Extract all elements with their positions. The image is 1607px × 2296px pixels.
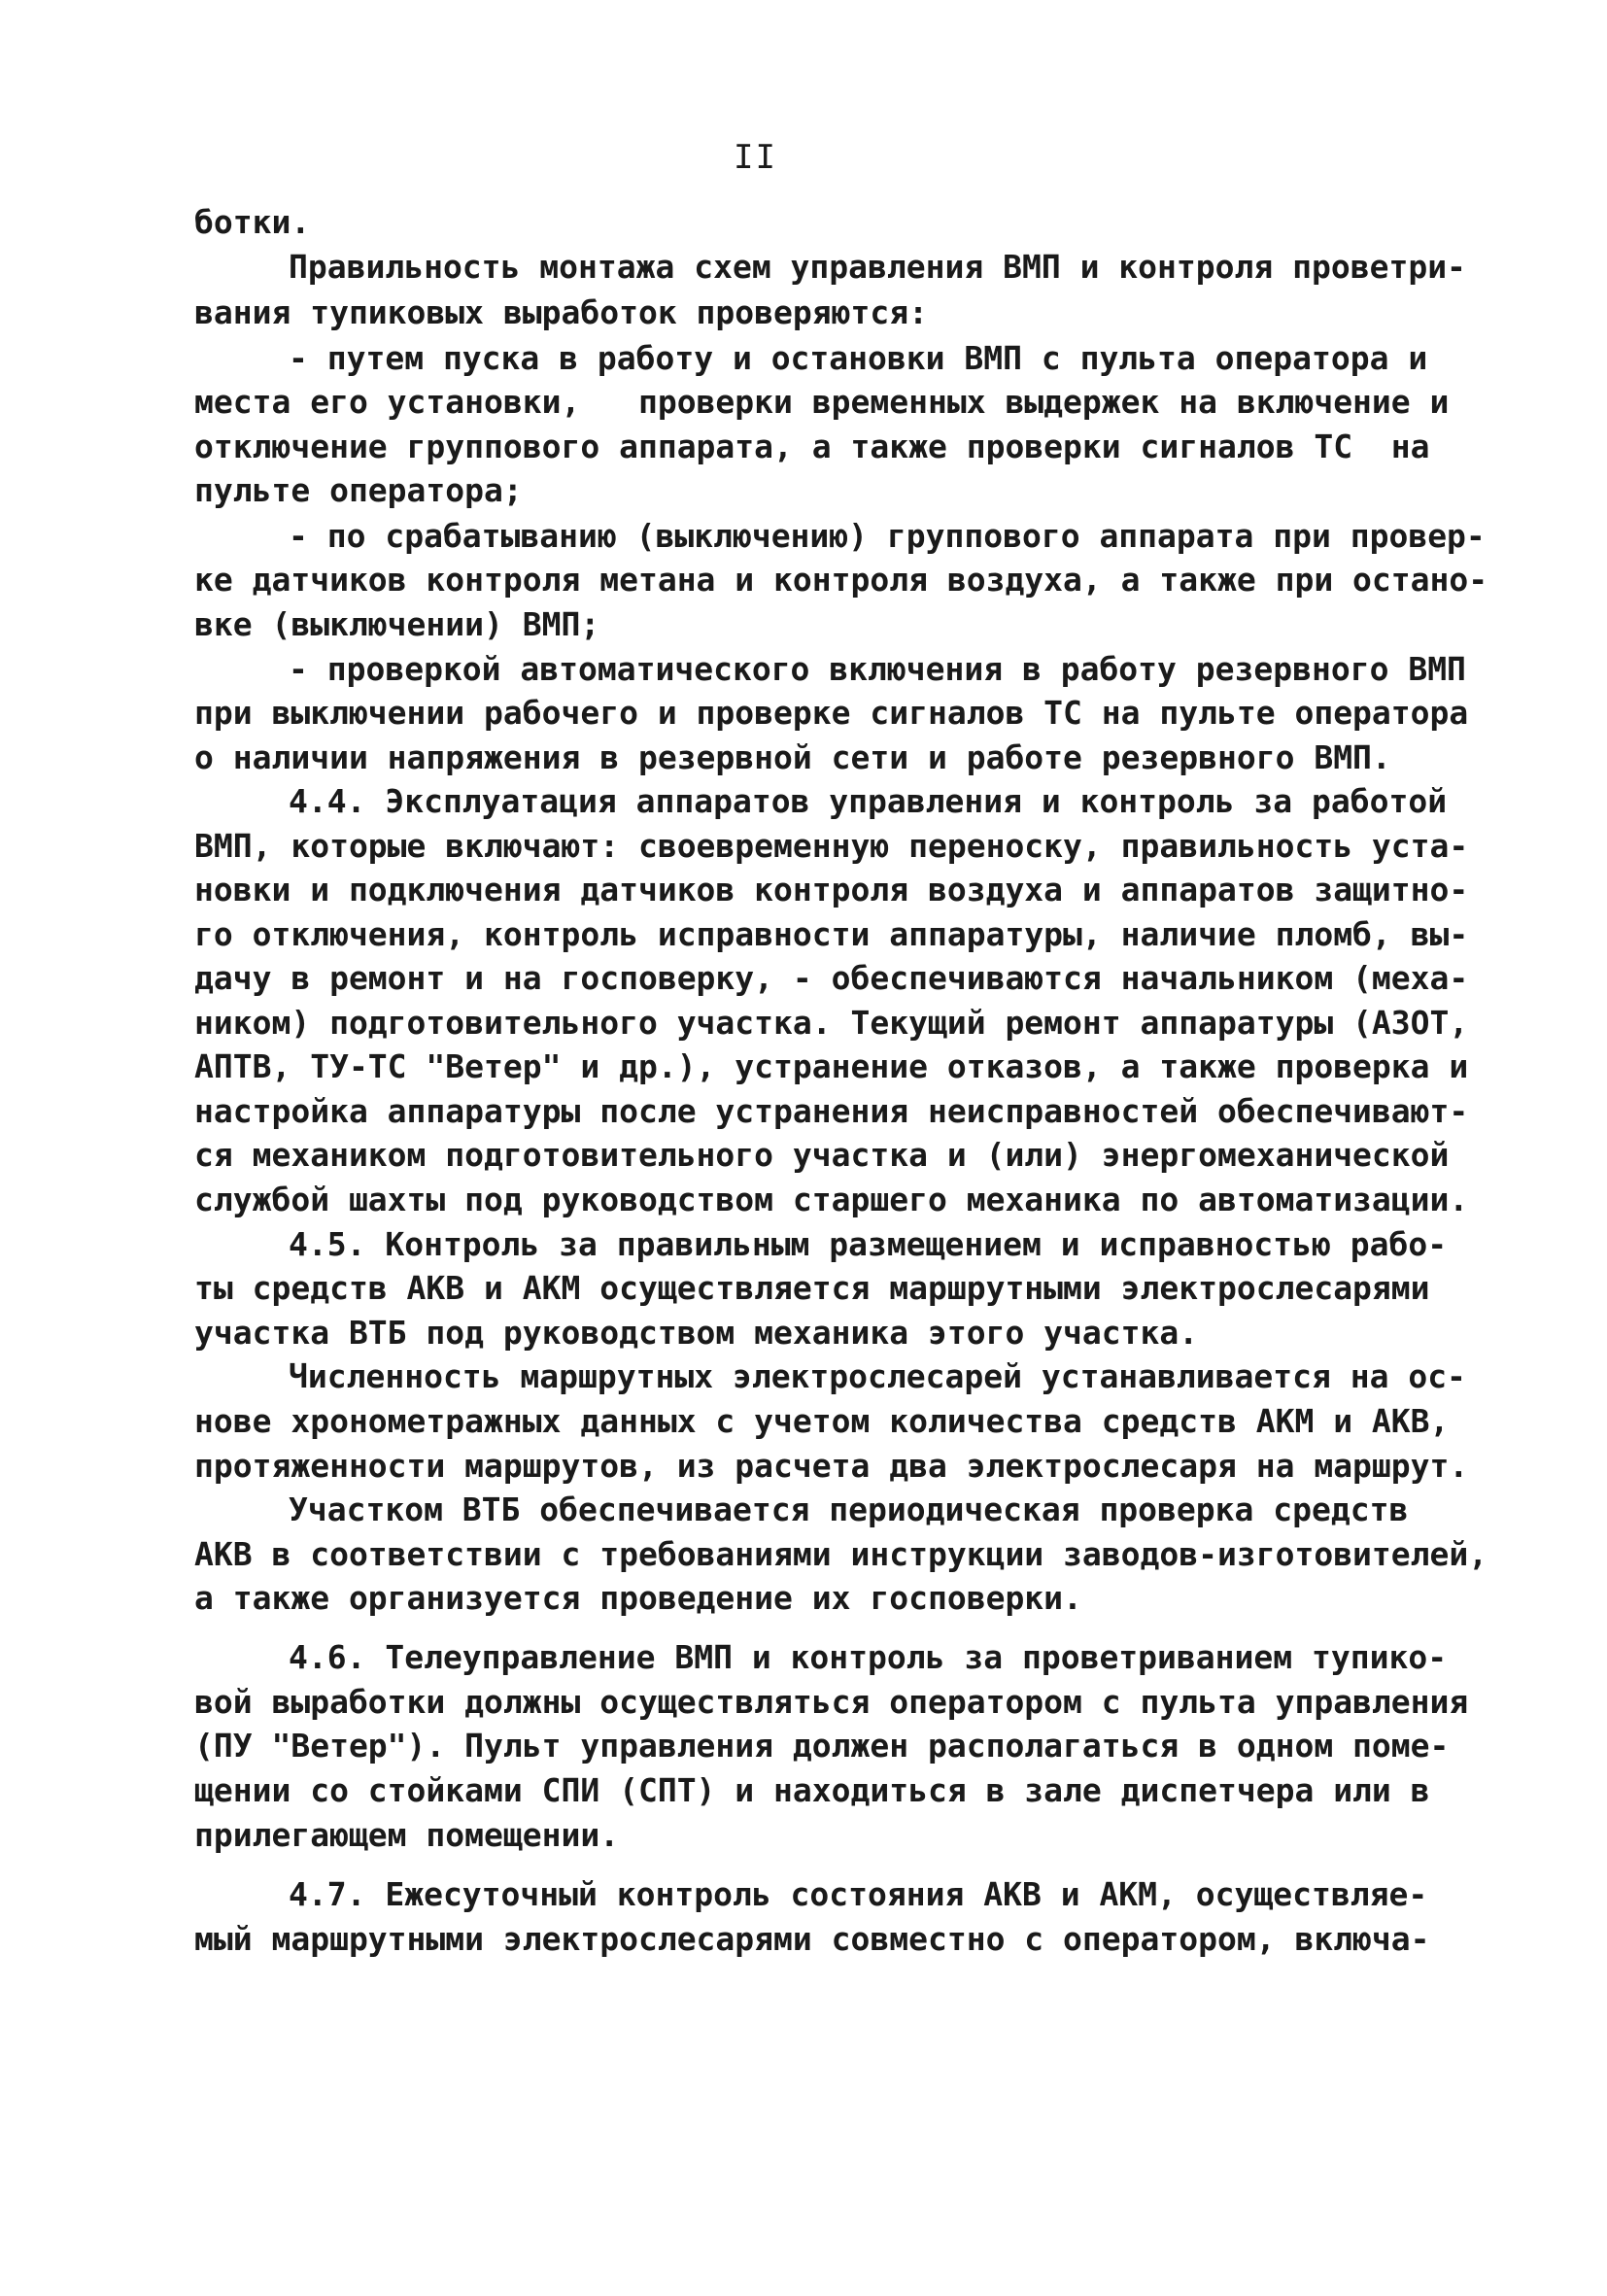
text-line: (ПУ "Ветер"). Пульт управления должен располагаться в одном поме- — [194, 1727, 1450, 1765]
text-line: ся механиком подготовительного участка и (или) энергомеханической — [194, 1136, 1450, 1174]
text-line: ВМП, которые включают: своевременную переноску, правильность уста- — [194, 827, 1469, 865]
text-line: вой выработки должны осуществляться оператором с пульта управления — [194, 1683, 1469, 1721]
text-line: 4.4. Эксплуатация аппаратов управления и контроль за работой — [289, 782, 1448, 820]
text-line: 4.6. Телеуправление ВМП и контроль за проветриванием тупико- — [289, 1638, 1448, 1676]
text-line: а также организуется проведение их госповерки. — [194, 1579, 1082, 1617]
text-line: - путем пуска в работу и остановки ВМП с пульта оператора и — [289, 339, 1428, 377]
text-line: Численность маршрутных электрослесарей устанавливается на ос- — [289, 1357, 1466, 1395]
text-line: прилегающем помещении. — [194, 1816, 620, 1854]
page-number: II — [734, 138, 777, 177]
text-line: настройка аппаратуры после устранения неисправностей обеспечивают- — [194, 1092, 1469, 1130]
text-line: дачу в ремонт и на госповерку, - обеспечиваются начальником (меха- — [194, 959, 1469, 997]
text-line: протяженности маршрутов, из расчета два электрослесаря на маршрут. — [194, 1447, 1469, 1485]
text-line: нове хронометражных данных с учетом количества средств АКМ и АКВ, — [194, 1402, 1450, 1440]
text-line: службой шахты под руководством старшего механика по автоматизации. — [194, 1181, 1469, 1218]
text-line: ником) подготовительного участка. Текущий ремонт аппаратуры (АЗОТ, — [194, 1004, 1469, 1042]
text-line: вания тупиковых выработок проверяются: — [194, 293, 928, 331]
text-line: мый маршрутными электрослесарями совместно с оператором, включа- — [194, 1920, 1430, 1958]
text-line: 4.7. Ежесуточный контроль состояния АКВ и АКМ, осуществляе- — [289, 1875, 1428, 1913]
text-line: пульте оператора; — [194, 471, 523, 509]
text-line: - проверкой автоматического включения в работу резервного ВМП — [289, 650, 1466, 688]
text-line: о наличии напряжения в резервной сети и работе резервного ВМП. — [194, 738, 1391, 776]
text-line: вке (выключении) ВМП; — [194, 605, 600, 643]
text-line: го отключения, контроль исправности аппаратуры, наличие пломб, вы- — [194, 915, 1469, 953]
text-line: ке датчиков контроля метана и контроля воздуха, а также при остано- — [194, 561, 1488, 599]
text-line: новки и подключения датчиков контроля воздуха и аппаратов защитно- — [194, 871, 1469, 908]
text-line: ты средств АКВ и АКМ осуществляется маршрутными электрослесарями — [194, 1269, 1430, 1307]
text-line: 4.5. Контроль за правильным размещением и исправностью рабо- — [289, 1225, 1448, 1263]
text-line: места его установки, проверки временных выдержек на включение и — [194, 383, 1450, 421]
text-line: отключение группового аппарата, а также проверки сигналов ТС на — [194, 428, 1430, 465]
text-line: ботки. — [194, 203, 311, 241]
text-line: Правильность монтажа схем управления ВМП и контроля проветри- — [289, 248, 1466, 286]
text-line: - по срабатыванию (выключению) группового аппарата при провер- — [289, 517, 1486, 555]
text-line: участка ВТБ под руководством механика этого участка. — [194, 1314, 1199, 1352]
text-line: щении со стойками СПИ (СПТ) и находиться в зале диспетчера или в — [194, 1771, 1430, 1809]
text-line: АПТВ, ТУ-ТС "Ветер" и др.), устранение отказов, а также проверка и — [194, 1047, 1469, 1085]
text-line: АКВ в соответствии с требованиями инструкции заводов-изготовителей, — [194, 1535, 1488, 1573]
text-line: Участком ВТБ обеспечивается периодическая проверка средств — [289, 1491, 1409, 1528]
text-line: при выключении рабочего и проверке сигналов ТС на пульте оператора — [194, 694, 1469, 732]
